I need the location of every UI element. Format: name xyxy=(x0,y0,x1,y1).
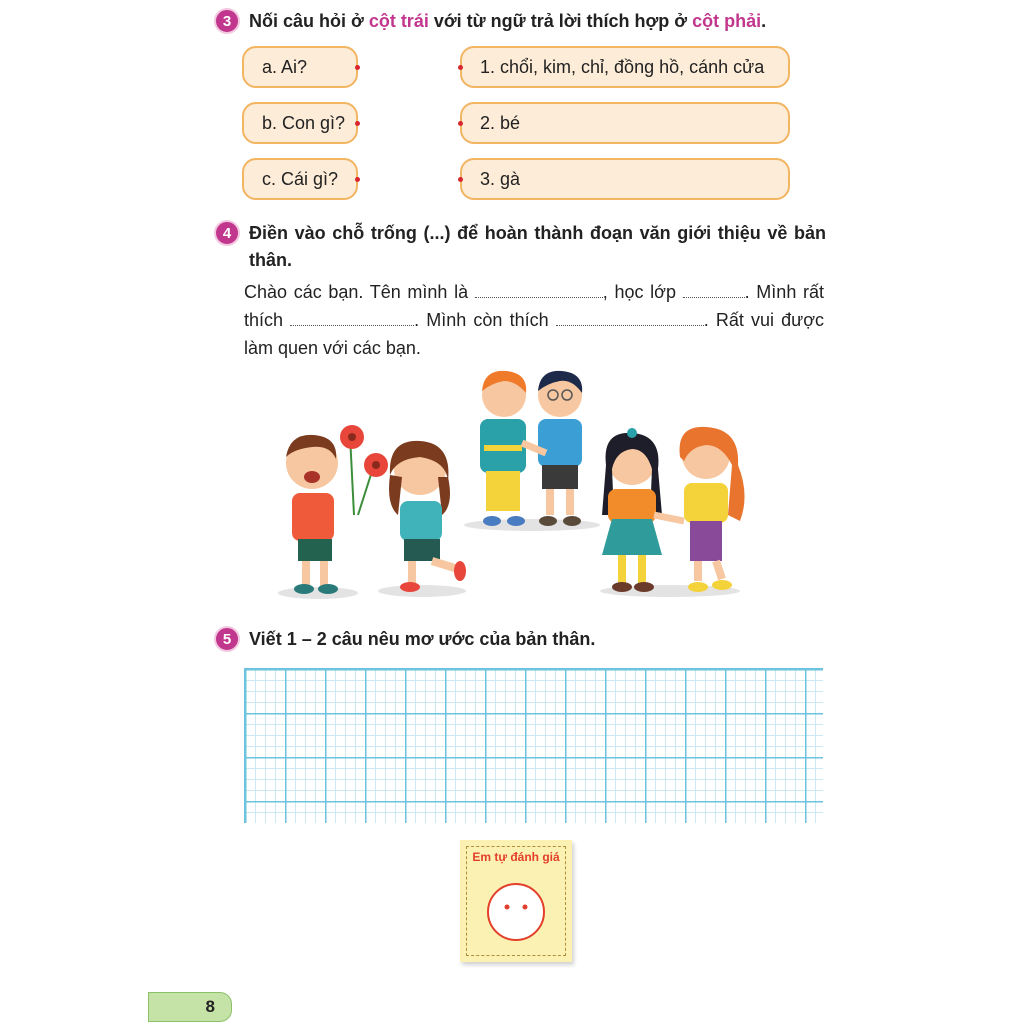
left-item-c[interactable]: c. Cái gì? xyxy=(242,158,358,200)
question-number-badge: 5 xyxy=(214,626,240,652)
girl-giggling-figure xyxy=(389,441,466,592)
page-number: 8 xyxy=(205,997,215,1016)
left-item-a[interactable]: a. Ai? xyxy=(242,46,358,88)
blank-like-more[interactable] xyxy=(556,309,704,326)
face-circle-icon[interactable] xyxy=(484,880,548,944)
right-item-2[interactable]: 2. bé xyxy=(460,102,790,144)
match-dot[interactable] xyxy=(355,121,360,126)
question-4-title: Điền vào chỗ trống (...) để hoàn thành đoạn văn giới thiệu về bản thân. xyxy=(249,223,826,270)
two-boys-figure xyxy=(480,371,582,526)
question-3-title: Nối câu hỏi ở cột trái với từ ngữ trả lời thích hợp ở cột phải. xyxy=(249,11,767,31)
match-dot[interactable] xyxy=(355,65,360,70)
fill-paragraph: Chào các bạn. Tên mình là , học lớp . Mình rất thích . Mình còn thích . Rất vui được làm quen với các bạn. xyxy=(244,282,824,358)
question-5-title: Viết 1 – 2 câu nêu mơ ước của bản thân. xyxy=(249,629,596,649)
left-item-b[interactable]: b. Con gì? xyxy=(242,102,358,144)
blank-like[interactable] xyxy=(290,309,414,326)
question-number-badge: 3 xyxy=(214,8,240,34)
right-item-1[interactable]: 1. chổi, kim, chỉ, đồng hồ, cánh cửa xyxy=(460,46,790,88)
two-girls-figure xyxy=(602,427,745,592)
self-evaluation-title: Em tự đánh giá xyxy=(472,850,560,864)
question-number-badge: 4 xyxy=(214,220,240,246)
self-evaluation-card xyxy=(460,840,572,962)
children-illustration xyxy=(270,365,760,605)
blank-name[interactable] xyxy=(475,281,603,298)
match-dot[interactable] xyxy=(355,177,360,182)
match-dot[interactable] xyxy=(458,177,463,182)
blank-class[interactable] xyxy=(683,281,745,298)
page-number-tab xyxy=(148,992,232,1022)
match-dot[interactable] xyxy=(458,65,463,70)
writing-grid[interactable] xyxy=(244,668,823,823)
question-4-header xyxy=(214,220,826,274)
question-5-header xyxy=(214,626,595,653)
match-dot[interactable] xyxy=(458,121,463,126)
right-item-3[interactable]: 3. gà xyxy=(460,158,790,200)
boy-with-flowers-figure xyxy=(286,425,388,594)
question-3-header xyxy=(214,8,766,35)
